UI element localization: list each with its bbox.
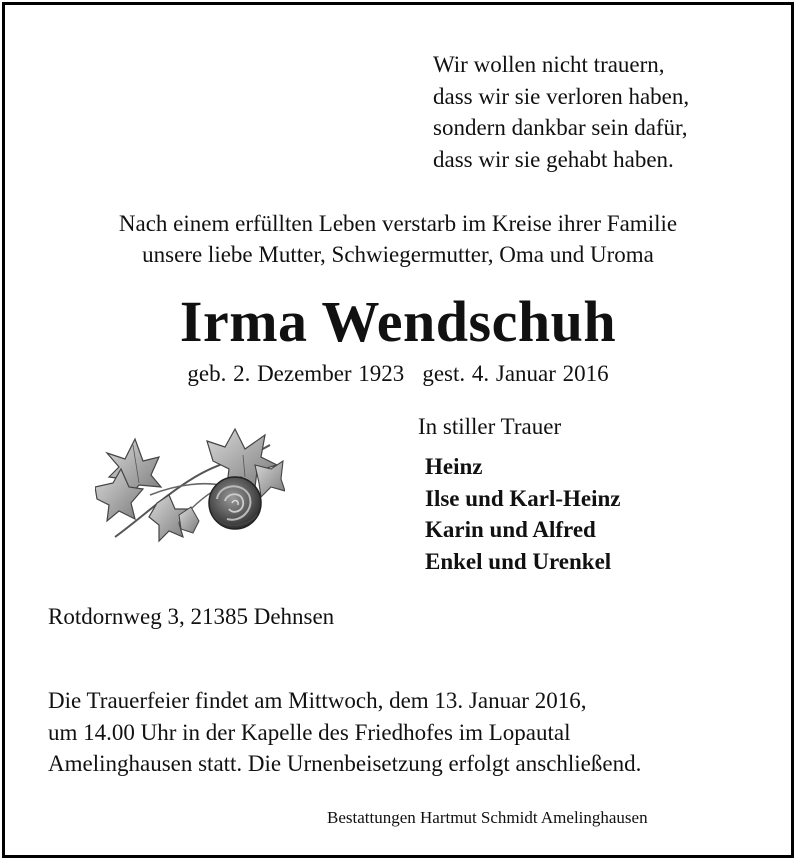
poem-line: dass wir sie verloren haben, bbox=[433, 83, 690, 109]
ceremony-line: Amelinghausen statt. Die Urnenbeisetzung erfolgt anschließend. bbox=[48, 751, 642, 776]
mourners-list bbox=[425, 451, 621, 577]
intro-line: Nach einem erfüllten Leben verstarb im Kreise ihrer Familie bbox=[118, 211, 678, 236]
mourner: Ilse und Karl-Heinz bbox=[425, 485, 621, 511]
address: Rotdornweg 3, 21385 Dehnsen bbox=[48, 604, 335, 629]
mourner: Enkel und Urenkel bbox=[425, 548, 612, 574]
poem-line: Wir wollen nicht trauern, bbox=[433, 52, 665, 77]
mourner: Heinz bbox=[425, 454, 483, 479]
mourner: Karin und Alfred bbox=[425, 517, 596, 542]
intro-text bbox=[5, 208, 791, 270]
poem-line: dass wir sie gehabt haben. bbox=[433, 146, 674, 172]
undertaker: Bestattungen Hartmut Schmidt Amelinghausen bbox=[327, 808, 648, 827]
rose-with-ivy-leaves-icon bbox=[95, 425, 285, 550]
life-dates bbox=[5, 360, 791, 388]
intro-line: unsere liebe Mutter, Schwiegermutter, Oma und Uroma bbox=[142, 242, 654, 267]
birth-date: geb. 2. Dezember 1923 bbox=[187, 361, 405, 386]
mourning-heading: In stiller Trauer bbox=[418, 414, 562, 439]
poem bbox=[433, 49, 689, 175]
deceased-name: Irma Wendschuh bbox=[179, 289, 617, 354]
ceremony-info bbox=[48, 685, 641, 780]
obituary-notice bbox=[2, 2, 794, 858]
death-date: gest. 4. Januar 2016 bbox=[422, 361, 609, 386]
ceremony-line: Die Trauerfeier findet am Mittwoch, dem 13. Januar 2016, bbox=[48, 688, 587, 713]
poem-line: sondern dankbar sein dafür, bbox=[433, 115, 688, 140]
ceremony-line: um 14.00 Uhr in der Kapelle des Friedhofes im Lopautal bbox=[48, 719, 571, 745]
